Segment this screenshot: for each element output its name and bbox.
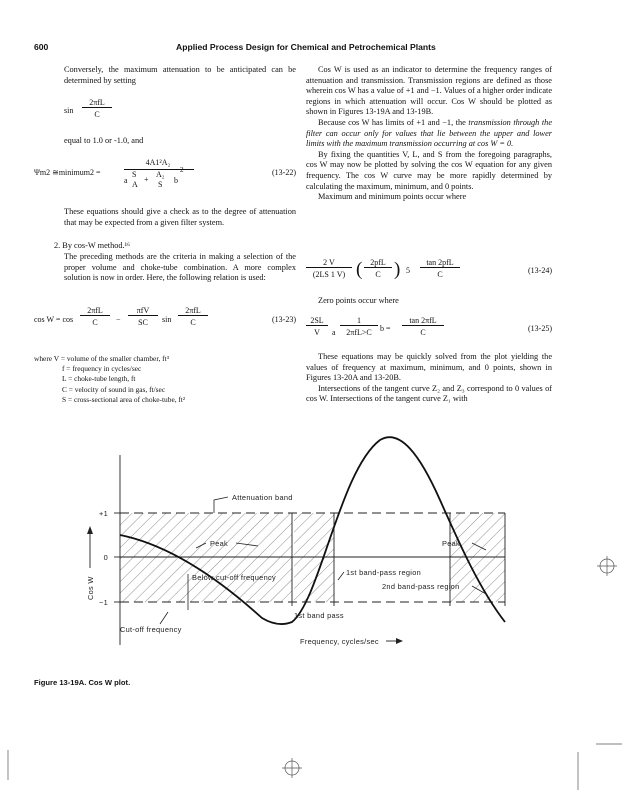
tick-minus-one: −1 — [98, 598, 108, 607]
zero-paragraph: Zero points occur where — [318, 296, 399, 305]
def-line: C = velocity of sound in gas, ft/sec — [62, 384, 166, 394]
figure-caption: Figure 13-19A. Cos W plot. — [34, 678, 131, 687]
fixing-paragraph: By fixing the quantities V, L, and S from the foregoing paragraphs, cos W may now be plotted by solving the cos W equation for any given frequency. The cos W curve may be more rapidly determined by calculating the maximum, minimum, and 0 points. — [306, 149, 552, 191]
cosw-method-item: 2. By cos-W method.¹⁶ — [54, 241, 130, 250]
first-band-pass-region-label: 1st band-pass region — [346, 568, 422, 577]
registration-mark — [597, 556, 617, 576]
attenuation-band-label: Attenuation band — [232, 493, 293, 502]
cutoff-frequency-label: Cut-off frequency — [120, 625, 182, 634]
x-axis-label: Frequency, cycles/sec — [300, 637, 379, 646]
solved-paragraph: These equations may be quickly solved from the plot yielding the values of frequency at maximum, minimum, and 0 points, shown in Figures 13-20A and 13-20B. — [306, 352, 552, 383]
leader-line — [160, 612, 168, 624]
registration-mark — [282, 758, 302, 778]
equation-13-25: 2SL V a 1 2πfL>C b = tan 2πfL C (13-25) — [306, 316, 552, 344]
running-title: Applied Process Design for Chemical and Petrochemical Plants — [176, 42, 436, 52]
first-band-pass-label: 1st band pass — [294, 611, 344, 620]
def-line: S = cross-sectional area of choke-tube, ft² — [62, 394, 186, 404]
equal-text: equal to 1.0 or -1.0, and — [64, 136, 144, 145]
cosw-paragraph: Cos W is used as an indicator to determine the frequency ranges of attenuation and transmission. Transmission regions are defined as those wherein cos W has a value of +1 and −1. Values of a higher order indicate regions in which attenuation will occur. Cos W should be plotted as shown in Figures 13-19A and 13-19B. — [306, 65, 552, 117]
limits-paragraph: Because cos W has limits of +1 and −1, the transmission through the filter can occur only for values that lie between the upper and lower limits with the maximum transmission occurring at cos W = 0. — [306, 117, 552, 149]
leader-line — [338, 572, 344, 580]
peak-right-label: Peak — [442, 539, 461, 548]
intro-paragraph: Conversely, the maximum attenuation to be anticipated can be determined by setting — [64, 65, 296, 85]
def-line: L = choke-tube length, ft — [62, 374, 136, 384]
tick-zero: 0 — [103, 553, 108, 562]
maxmin-paragraph: Maximum and minimum points occur where — [318, 192, 467, 202]
equation-13-22: Ψm2 ≅minimum2 = 4A1²A₂ S a A + A₂ S b 2 (13-22) — [34, 158, 296, 189]
second-band-pass-region-label: 2nd band-pass region — [382, 582, 460, 591]
def-line: f = frequency in cycles/sec — [62, 364, 142, 374]
intersect-paragraph: Intersections of the tangent curve Z₂ and Z₃ correspond to 0 values of cos W. Intersections of the tangent curve Z₁ with — [306, 383, 552, 404]
y-axis-label: Cos W — [86, 576, 95, 600]
peak-left-label: Peak — [210, 539, 229, 548]
y-axis-arrowhead — [87, 526, 93, 534]
x-axis-arrowhead — [396, 638, 403, 644]
tick-plus-one: +1 — [98, 509, 108, 518]
equation-13-23: cos W = cos 2πfL C − πfV SC sin 2πfL C (13-23) — [34, 306, 296, 327]
equation-13-24: 2 V (2LS 1 V) ( 2pfL C ) 5 tan 2pfL C (13-24) — [306, 258, 552, 286]
preceding-paragraph: The preceding methods are the criteria in making a selection of the proper volume and choke-tube combination. A more complex solution is now in order. Here, the following relation is used: — [64, 252, 296, 283]
page-number: 600 — [34, 42, 49, 52]
leader-line — [214, 497, 228, 513]
below-cutoff-label: Below cut-off frequency — [192, 573, 276, 582]
def-line: where V = volume of the smaller chamber, ft³ — [34, 354, 169, 363]
check-paragraph: These equations should give a check as to the degree of attenuation that may be expected from a given filter system. — [64, 207, 296, 227]
